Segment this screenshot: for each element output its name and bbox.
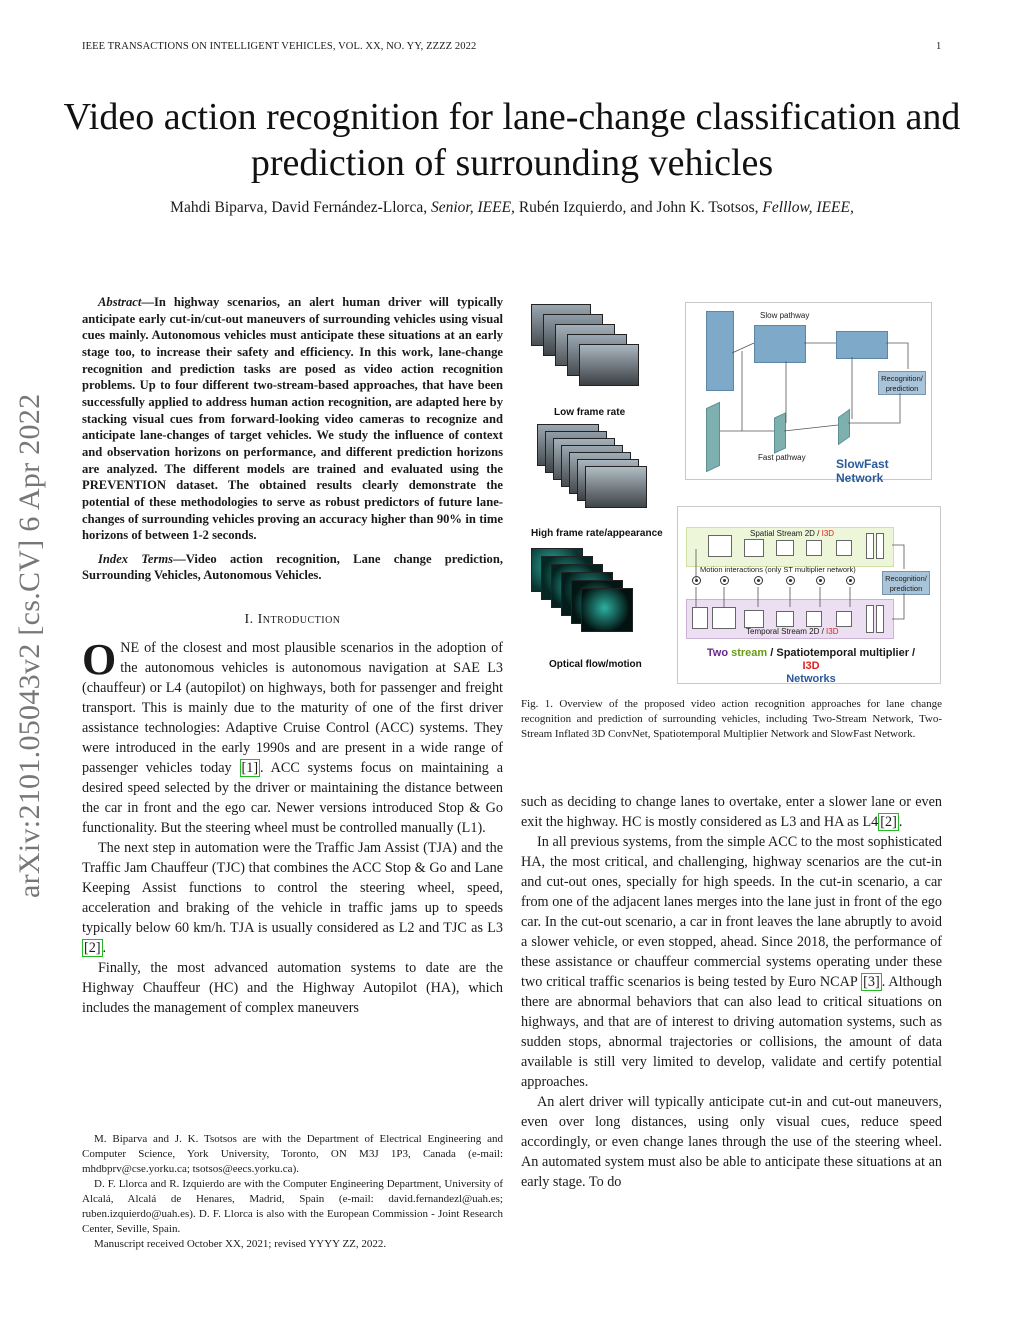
two-stream-panel	[677, 506, 941, 684]
footnote-1: M. Biparva and J. K. Tsotsos are with the Department of Electrical Engineering and Computer Science, York University, Toronto, ON M3J 1P3, Canada (e-mail: mhdbprv@cse.yorku.ca; tsotsos@eecs.yorku.ca).	[82, 1133, 503, 1175]
author-list	[0, 199, 1024, 217]
index-terms-label: Index Terms	[98, 551, 174, 566]
section-title: Introduction	[257, 611, 341, 627]
footnotes	[82, 1132, 503, 1252]
figure-caption: Fig. 1. Overview of the proposed video action recognition approaches for lane change recognition and prediction of surrounding vehicles, including Two-Stream Network, Two-Stream Inflated 3D ConvNet, Spatiotemporal Multiplier Network and SlowFast Network.	[521, 698, 942, 740]
intro-paragraph-1	[82, 634, 503, 838]
section-heading-introduction	[82, 610, 503, 630]
author-role-2: Felllow, IEEE,	[762, 199, 854, 216]
footnote-3: Manuscript received October XX, 2021; revised YYYY ZZ, 2022.	[94, 1238, 387, 1250]
footnote-2: D. F. Llorca and R. Izquierdo are with the Computer Engineering Department, University of Alcalá, Alcalá de Henares, Madrid, Spain (e-mail: david.fernandezl@uah.es; ruben.izquierdo@uah.es). D. F. Llorca is also with the European Commission - Joint Research Center, Seville, Spain.	[82, 1178, 503, 1235]
low-frame-rate-label: Low frame rate	[554, 407, 626, 418]
intro-p2-start: The next step in automation were the Traffic Jam Assist (TJA) and the Traffic Jam Chauffeur (TJC) that combines the ACC Stop & Go and Lane Keeping Assist functions to control the steering wheel, speed, acceleration and braking of the vehicle in traffic jams up to speeds typically below 60 km/h. TJA is usually considered as L2 and TJC as L3	[82, 839, 503, 936]
author-role-1: Senior, IEEE,	[430, 199, 515, 216]
intro-paragraph-3: Finally, the most advanced automation systems to date are the Highway Chauffeur (HC) and the Highway Autopilot (HA), which includes the management of complex maneuvers	[82, 959, 503, 1016]
recognition-prediction-box-1: Recognition/ prediction	[878, 371, 926, 395]
intro-paragraph-2	[82, 838, 503, 958]
flow-frame	[581, 588, 633, 632]
spatial-i3d-text: I3D	[821, 529, 835, 538]
right-paragraph-3: An alert driver will typically anticipate cut-in and cut-out maneuvers, even over long distances, using only visual cues, reduce speed accordingly, or even change lanes through the use of the steering wheel. An automated system must also be able to anticipate these situations at an early stage. To do	[521, 1094, 942, 1190]
slowfast-network-label: SlowFast Network	[836, 457, 889, 485]
temporal-i3d-text: I3D	[826, 627, 839, 636]
optical-flow-label: Optical flow/motion	[549, 659, 642, 670]
high-frame-rate-label: High frame rate/appearance	[531, 528, 663, 539]
intro-p2-end: .	[102, 939, 107, 956]
intro-p1-end: . ACC systems focus on maintaining a desired speed selected by the driver or maintaining the distance between the car in front and the ego car. Newer versions introduced Stop & Go functionality. But the steering wheel must be controlled manually (L1).	[82, 759, 503, 836]
section-numeral: I.	[244, 611, 258, 627]
right-column	[521, 792, 942, 1192]
abstract-text: —In highway scenarios, an alert human driver will typically anticipate early cut-in/cut-out maneuvers of surrounding vehicles using visual cues mainly. Autonomous vehicles must anticipate these situations at an early stage too, to increase their safety and efficiency. In this work, lane-change recognition and prediction tasks are posed as video action recognition problems. Up to four different two-stream-based approaches, that have been successfully applied to address human action recognition, are adapted here by stacking visual cues from forward-looking video cameras to recognize and anticipate lane-changes of target vehicles. We study the influence of context and observation horizons on performance, and different prediction horizons are analyzed. The different models are trained and evaluated using the PREVENTION dataset. The obtained results clearly demonstrate the potential of these methodologies to serve as robust predictors of future lane-changes of surrounding vehicles proving an accuracy higher than 90% in time horizons of between 1-2 seconds.	[82, 295, 503, 543]
left-column	[82, 294, 503, 1018]
abstract-label: Abstract	[98, 295, 142, 309]
slowfast-arrows	[686, 303, 931, 479]
right-p2-text: In all previous systems, from the simple ACC to the most sophisticated HA, the most critical, and challenging, highway scenarios are the cut-in and cut-out ones, specially for high speeds. In the cut-in scenario, a car from one of the adjacent lanes merges into the lane just in front of the ego car. In the cut-out scenario, a car in front leaves the lane abruptly to avoid a slower vehicle, or even stopped, ahead. Since 2018, the performance of these assistance or chauffeur commercial systems operating under these two critical traffic scenarios is being tested by Euro NCAP	[521, 834, 942, 990]
citation-link-1[interactable]: [1]	[241, 759, 259, 776]
two-stream-title	[704, 647, 918, 686]
recognition-prediction-box-2: Recognition/ prediction	[882, 571, 930, 595]
running-head: IEEE TRANSACTIONS ON INTELLIGENT VEHICLES, VOL. XX, NO. YY, ZZZZ 2022	[82, 41, 477, 52]
citation-link-2[interactable]: [2]	[84, 939, 101, 956]
paper-title: Video action recognition for lane-change classification and prediction of surrounding vehicles	[63, 96, 961, 184]
right-paragraph-2	[521, 832, 942, 1092]
intro-p1-start: NE of the closest and most plausible scenarios in the adoption of the autonomous vehicles is autonomous navigation at SAE L3 (chauffeur) or L4 (autopilot) on highways, both for passenger and freight transport. This is mainly due to the maturity of one of the first driver assistance technologies: Adaptive Cruise Control (ACC) systems. They were introduced in the early 1990s and are present in a wide range of passenger vehicles today	[82, 639, 503, 776]
citation-link-3[interactable]: [3]	[863, 974, 880, 990]
figure-1	[525, 298, 945, 683]
right-paragraph-1	[521, 792, 942, 832]
page-number: 1	[936, 41, 942, 52]
road-frame	[579, 344, 639, 386]
spatial-stream-text: Spatial Stream 2D /	[750, 529, 822, 538]
title-i3d: I3D	[802, 660, 820, 672]
fast-pathway-label: Fast pathway	[758, 453, 806, 462]
title-st-mult: / Spatiotemporal multiplier /	[767, 647, 916, 659]
index-terms	[82, 551, 503, 584]
motion-interactions-label: Motion interactions (only ST multiplier network)	[700, 565, 856, 574]
title-networks: Networks	[786, 673, 836, 685]
abstract	[82, 294, 503, 544]
road-frame	[585, 466, 647, 508]
right-p1-end: .	[898, 814, 903, 830]
title-stream: stream	[731, 647, 768, 659]
author-names-2: Rubén Izquierdo, and John K. Tsotsos,	[514, 199, 763, 216]
right-p1-text: such as deciding to change lanes to overtake, enter a slower lane or even exit the highway. HC is mostly considered as L3 and HA as L4	[521, 794, 942, 830]
temporal-stream-text: Temporal Stream 2D /	[746, 627, 827, 636]
title-two: Two	[706, 647, 732, 659]
right-p2-end: . Although there are abnormal behaviors that can also lead to critical situations on highways, and that are of interest to driving automation systems, such as sudden stops, abnormal trajectories or collisions, the amount of data available is still very limited to develop, validate and certify potential approaches.	[521, 974, 942, 1090]
arxiv-stamp: arXiv:2101.05043v2 [cs.CV] 6 Apr 2022	[13, 393, 46, 898]
citation-link-2b[interactable]: [2]	[880, 814, 897, 830]
slowfast-panel	[685, 302, 932, 485]
slow-pathway-label: Slow pathway	[760, 311, 810, 320]
drop-cap: O	[82, 634, 117, 684]
index-terms-text: —Video action recognition, Lane change prediction, Surrounding Vehicles, Autonomous Vehicles.	[82, 551, 503, 583]
author-names-1: Mahdi Biparva, David Fernández-Llorca,	[170, 199, 431, 216]
